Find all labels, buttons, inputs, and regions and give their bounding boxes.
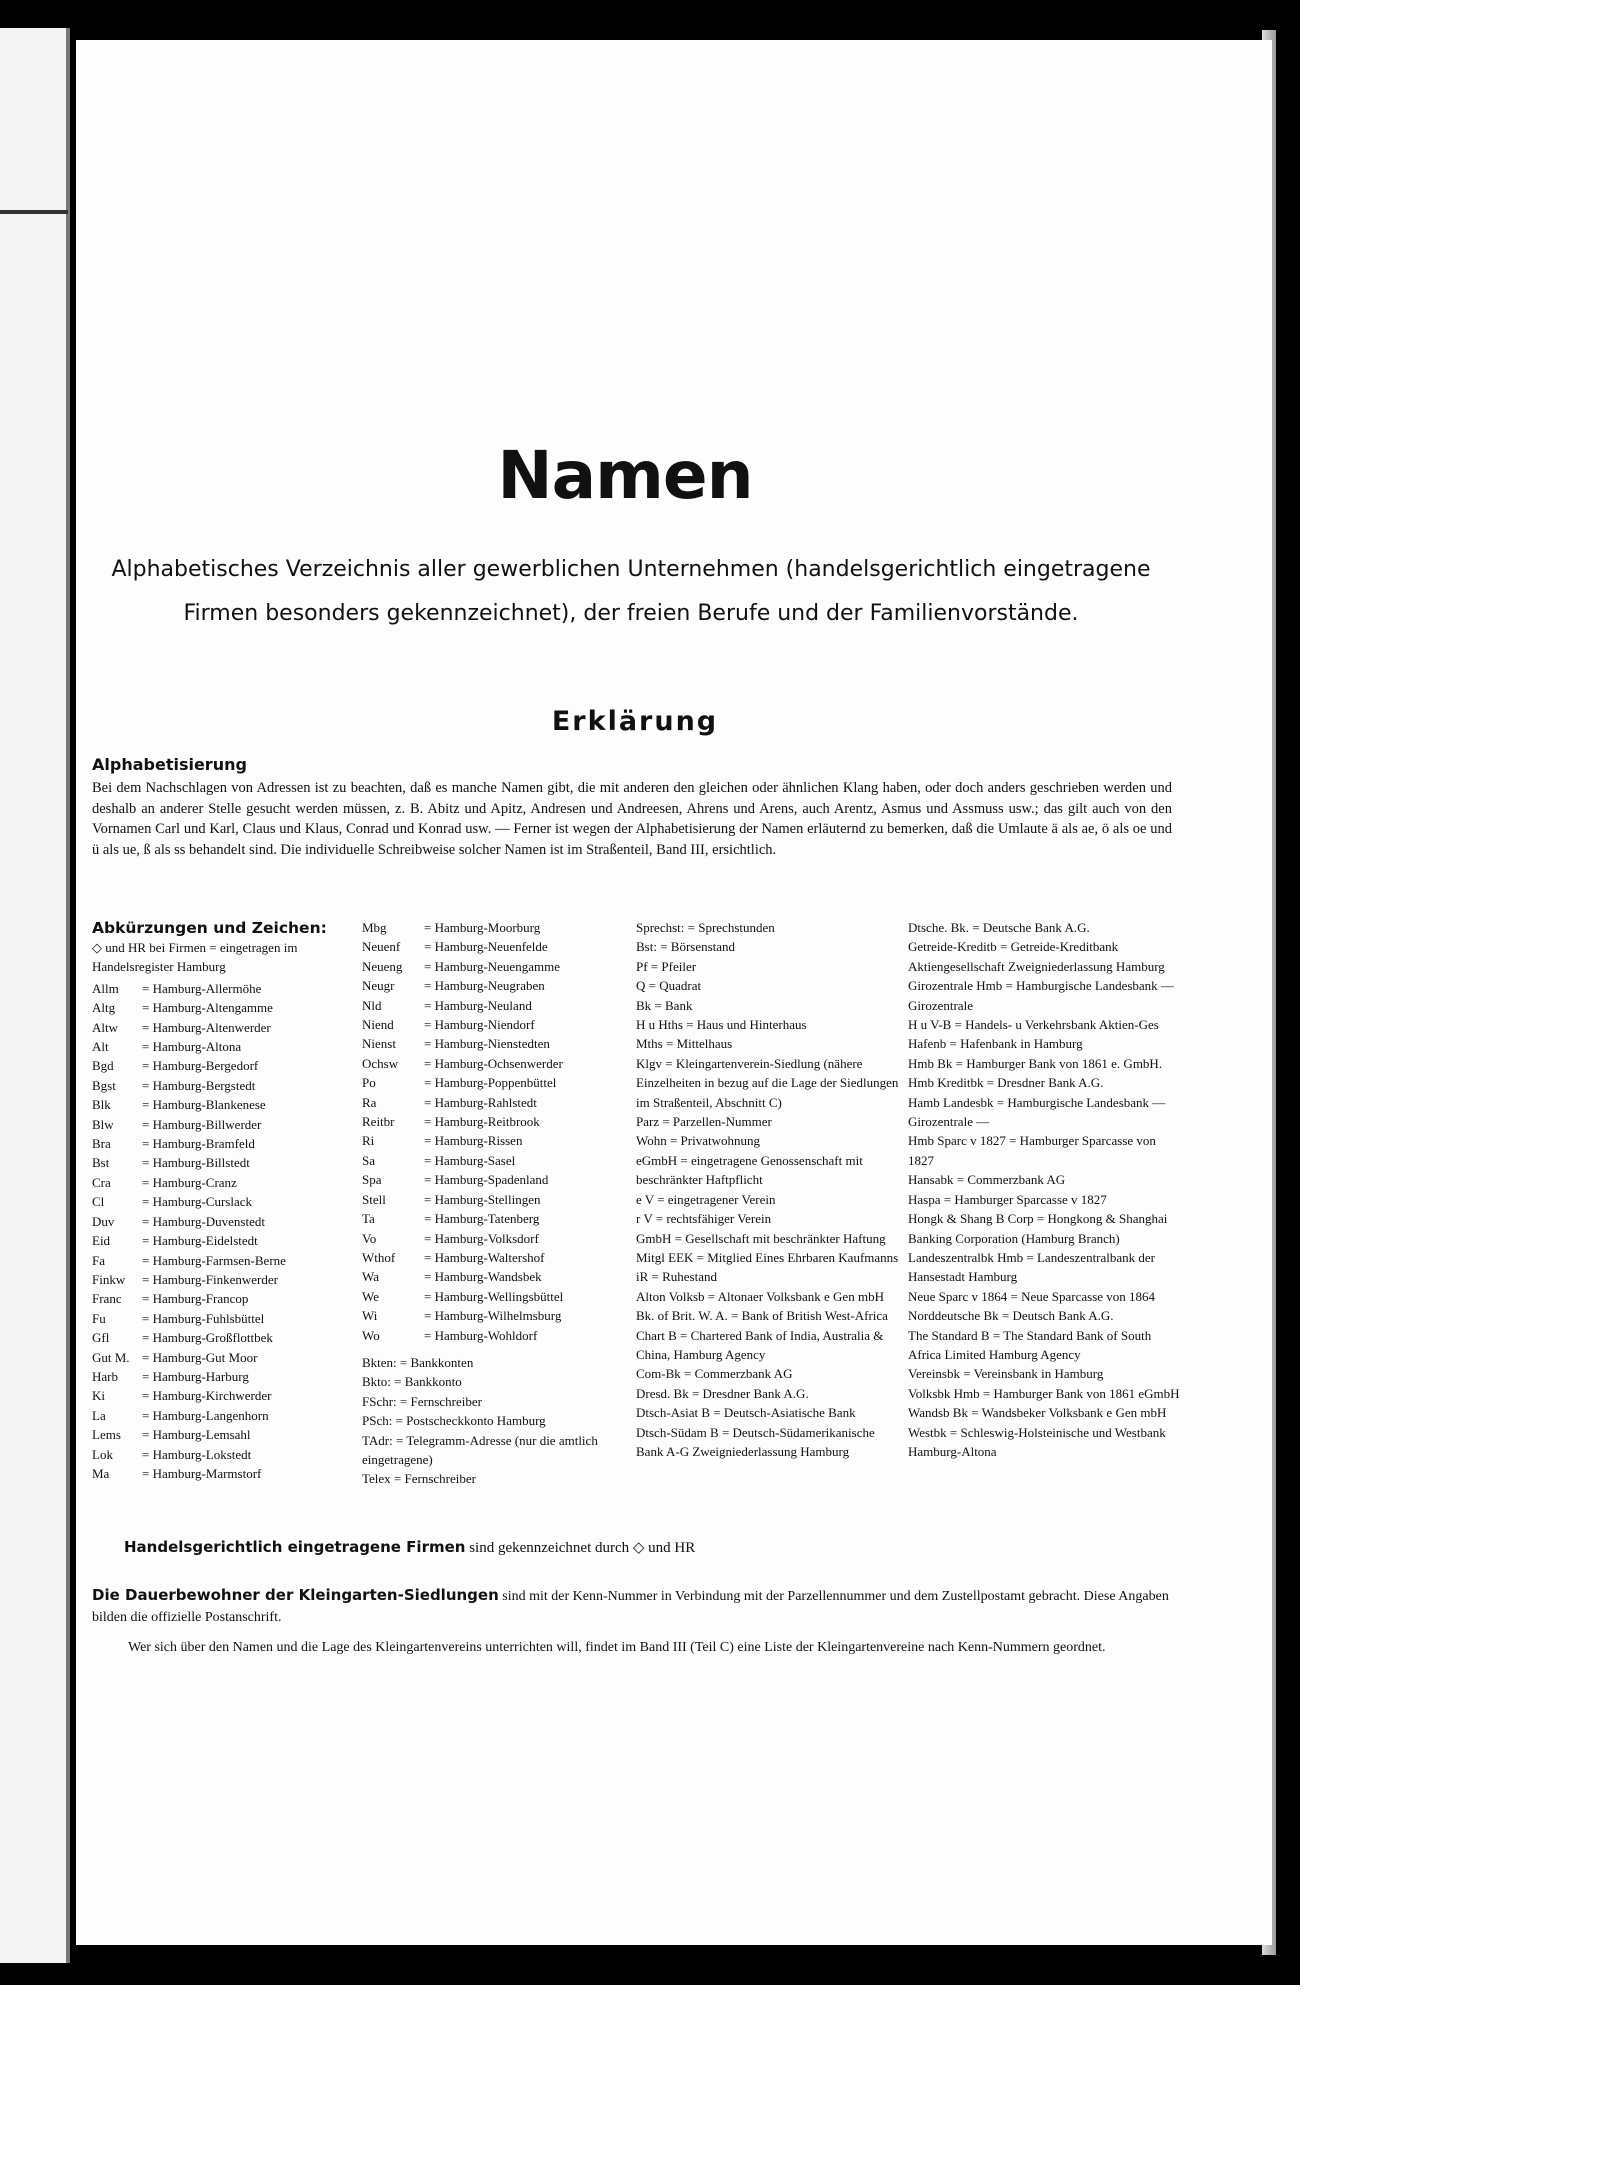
abbrev-entry: Bk = Bank (636, 997, 693, 1013)
abbrev-key: Neugr (362, 978, 395, 994)
abbrev-value: = Hamburg-Poppenbüttel (424, 1075, 557, 1091)
abbrev-row (92, 1309, 352, 1328)
abbrev-value: = Hamburg-Niendorf (424, 1017, 535, 1033)
abbrev-row (362, 1054, 620, 1073)
abbrev-row (92, 1212, 352, 1231)
abbrev-entry: Neue Sparc v 1864 = Neue Sparcasse von 1864 (908, 1288, 1156, 1304)
abbrev-value: = Hamburg-Gut Moor (142, 1349, 258, 1365)
abbrev-key: Ma (92, 1465, 110, 1481)
abbrev-row (92, 1270, 352, 1289)
abbrev-value: = Hamburg-Rahlstedt (424, 1094, 537, 1110)
abbrev-column-1 (92, 918, 352, 1483)
abbrev-entry: Mitgl EEK = Mitglied Eines Ehrbaren Kaufmanns (636, 1249, 899, 1265)
hr-note-bold: Handelsgerichtlich eingetragene Firmen (124, 1538, 466, 1556)
abbrev-value: = Hamburg-Stellingen (424, 1191, 541, 1207)
abbrev-row (92, 1328, 352, 1347)
abbrev-row (92, 1251, 352, 1270)
abbrev-value: = Hamburg-Harburg (142, 1368, 249, 1384)
abbrev-key: Duv (92, 1213, 115, 1229)
page-subtitle: Alphabetisches Verzeichnis aller gewerblichen Unternehmen (handelsgerichtlich eingetragene Firmen besonders gekennzeichnet), der freien Berufe und der Familienvorstände. (111, 557, 1151, 626)
abbrev-entry: Hmb Kreditbk = Dresdner Bank A.G. (908, 1075, 1104, 1091)
abbrev-entry: Hamb Landesbk = Hamburgische Landesbank — Girozentrale — (908, 1094, 1166, 1130)
hr-note-text: sind gekennzeichnet durch ◇ und HR (469, 1540, 696, 1556)
abbrev-value: = Hamburg-Curslack (142, 1194, 252, 1210)
abbrev-entry: FSchr: = Fernschreiber (362, 1393, 482, 1409)
abbrev-value: = Hamburg-Wandsbek (424, 1269, 542, 1285)
abbrev-entry: e V = eingetragener Verein (636, 1191, 776, 1207)
abbrev-value: = Hamburg-Neuland (424, 997, 532, 1013)
abbrev-entry: Dresd. Bk = Dresdner Bank A.G. (636, 1385, 809, 1401)
abbrev-key: Ochsw (362, 1055, 399, 1071)
kleingarten-note: Wer sich über den Namen und die Lage des Kleingartenvereins unterrichten will, findet im Band III (Teil C) eine Liste der Kleingartenvereine nach Kenn-Nummern geordnet. (128, 1640, 1106, 1655)
abbrev-list-4 (908, 918, 1180, 1461)
abbrev-key: Bgd (92, 1058, 114, 1074)
abbrev-entry: Hansabk = Commerzbank AG (908, 1172, 1066, 1188)
abbrev-value: = Hamburg-Cranz (142, 1174, 237, 1190)
abbrev-row (362, 1326, 620, 1345)
abbrev-value: = Hamburg-Volksdorf (424, 1230, 539, 1246)
abbrev-value: = Hamburg-Francop (142, 1291, 249, 1307)
abbrev-value: = Hamburg-Ochsenwerder (424, 1055, 563, 1071)
abbrev-key: Gut M. (92, 1349, 130, 1365)
abbrev-value: = Hamburg-Bergstedt (142, 1077, 256, 1093)
abbrev-key: Spa (362, 1172, 382, 1188)
abbrev-entry: eGmbH = eingetragene Genossenschaft mit beschränkter Haftpflicht (636, 1152, 863, 1188)
abbrev-key: Wo (362, 1327, 380, 1343)
abbrev-value: = Hamburg-Fuhlsbüttel (142, 1310, 265, 1326)
abbrev-value: = Hamburg-Tatenberg (424, 1211, 540, 1227)
abbrev-value: = Hamburg-Lemsahl (142, 1427, 251, 1443)
abbrev-entry: Dtsche. Bk. = Deutsche Bank A.G. (908, 920, 1090, 935)
abbrev-note: ◇ und HR bei Firmen = eingetragen im Handelsregister Hamburg (92, 940, 298, 975)
abbrev-value: = Hamburg-Neuengamme (424, 958, 560, 974)
abbrev-row (92, 1115, 352, 1134)
abbrev-row (92, 1386, 352, 1405)
abbrev-row (362, 957, 620, 976)
abbrev-heading: Abkürzungen und Zeichen: (92, 919, 327, 937)
abbrev-row (92, 1425, 352, 1444)
abbrev-row (92, 1076, 352, 1095)
abbrev-key: Finkw (92, 1271, 126, 1287)
abbrev-key: Reitbr (362, 1114, 395, 1130)
abbrev-value: = Hamburg-Sasel (424, 1152, 516, 1168)
abbrev-key: Gfl (92, 1330, 110, 1346)
section-heading: Erklärung (551, 706, 719, 737)
abbrev-entry: Q = Quadrat (636, 978, 702, 994)
abbrev-key: Nld (362, 997, 382, 1013)
abbrev-key: Bra (92, 1136, 111, 1152)
page-title: Namen (497, 437, 753, 514)
abbrev-row (92, 1173, 352, 1192)
abbrev-entry: Wandsb Bk = Wandsbeker Volksbank e Gen mbH (908, 1405, 1167, 1421)
abbrev-entry: Girozentrale Hmb = Hamburgische Landesbank — Girozentrale (908, 978, 1174, 1013)
abbrev-row (362, 1306, 620, 1325)
abbrev-value: = Hamburg-Billstedt (142, 1155, 250, 1171)
abbrev-row (92, 1231, 352, 1250)
abbrev-row (92, 1018, 352, 1037)
abbrev-key: Cl (92, 1194, 105, 1210)
abbrev-value: = Hamburg-Altona (142, 1039, 242, 1055)
abbrev-list-2 (362, 918, 620, 1345)
abbrev-key: Wthof (362, 1249, 396, 1265)
abbrev-row (362, 1170, 620, 1189)
abbrev-entry: Chart B = Chartered Bank of India, Australia & China, Hamburg Agency (636, 1327, 884, 1362)
abbrev-key: Blk (92, 1097, 111, 1113)
abbrev-column-2 (362, 918, 620, 1489)
alphabetisierung-text: Bei dem Nachschlagen von Adressen ist zu beachten, daß es manche Namen gibt, die mit anderen den gleichen oder ähnlichen Klang haben, oder doch anders geschrieben werden und deshalb an anderer Stelle gesucht werden müssen, z. B. Abitz und Apitz, Andresen und Andreesen, Ahrens und Arens, auch Arentz, Asmus und Assmuss usw.; das gilt auch von den Vornamen Carl und Karl, Claus und Klaus, Conrad und Konrad usw. — Ferner ist wegen der Alphabetisierung der Namen erläuternd zu bemerken, daß die Umlaute ä als ae, ö als oe und ü als ue, ß als ss behandelt sind. Die individuelle Schreibweise solcher Namen ist im Straßenteil, Band III, ersichtlich. (92, 780, 1172, 858)
abbrev-entry: Getreide-Kreditb = Getreide-Kreditbank Aktiengesellschaft Zweigniederlassung Hamburg (908, 939, 1165, 974)
abbrev-key: We (362, 1288, 379, 1304)
abbrev-key: Bgst (92, 1077, 116, 1093)
abbrev-value: = Hamburg-Langenhorn (142, 1407, 269, 1423)
abbrev-key: Nienst (362, 1036, 396, 1052)
abbrev-entry: Dtsch-Asiat B = Deutsch-Asiatische Bank (636, 1405, 856, 1421)
abbrev-entry: Volksbk Hmb = Hamburger Bank von 1861 eGmbH (908, 1385, 1180, 1401)
abbrev-key: Altw (92, 1019, 118, 1035)
abbrev-key: Sa (362, 1152, 375, 1168)
abbrev-value: = Hamburg-Allermöhe (142, 980, 262, 996)
abbrev-value: = Hamburg-Neugraben (424, 978, 545, 994)
abbrev-value: = Hamburg-Marmstorf (142, 1465, 262, 1481)
abbrev-key: Franc (92, 1291, 122, 1307)
abbrev-entry: iR = Ruhestand (636, 1269, 717, 1285)
abbrev-key: Fa (92, 1252, 105, 1268)
abbrev-row (362, 1229, 620, 1248)
abbrev-row (362, 918, 620, 937)
abbrev-key: Wa (362, 1269, 379, 1285)
abbrev-entry: Mths = Mittelhaus (636, 1036, 733, 1052)
previous-page-mark (0, 210, 68, 214)
abbrev-row (362, 1112, 620, 1131)
abbrev-row (92, 1445, 352, 1464)
abbrev-value: = Hamburg-Wohldorf (424, 1327, 538, 1343)
abbrev-entry: PSch: = Postscheckkonto Hamburg (362, 1413, 546, 1429)
abbrev-value: = Hamburg-Bramfeld (142, 1136, 255, 1152)
abbrev-value: = Hamburg-Lokstedt (142, 1446, 252, 1462)
abbrev-row (92, 1464, 352, 1483)
abbrev-entry: Pf = Pfeiler (636, 958, 697, 974)
abbrev-value: = Hamburg-Altengamme (142, 1000, 273, 1016)
abbrev-key: Bst (92, 1155, 110, 1171)
previous-page-strip (0, 28, 68, 1963)
abbrev-row (362, 1073, 620, 1092)
abbrev-list-1 (92, 979, 352, 1484)
abbrev-value: = Hamburg-Wellingsbüttel (424, 1288, 564, 1304)
abbrev-entry: Parz = Parzellen-Nummer (636, 1114, 772, 1130)
abbrev-value: = Hamburg-Farmsen-Berne (142, 1252, 286, 1268)
abbrev-key: Eid (92, 1233, 111, 1249)
abbrev-value: = Hamburg-Neuenfelde (424, 939, 548, 955)
abbrev-key: Harb (92, 1368, 118, 1384)
abbrev-row (92, 1153, 352, 1172)
abbrev-value: = Hamburg-Altenwerder (142, 1019, 271, 1035)
abbrev-entry: H u Hths = Haus und Hinterhaus (636, 1017, 807, 1033)
abbrev-entry: Bk. of Brit. W. A. = Bank of British West-Africa (636, 1308, 888, 1324)
abbrev-row (362, 1209, 620, 1228)
abbrev-key: Cra (92, 1174, 111, 1190)
abbrev-row (362, 976, 620, 995)
abbrev-column-4 (908, 918, 1180, 1461)
abbrev-entry: Vereinsbk = Vereinsbank in Hamburg (908, 1366, 1104, 1382)
abbrev-row (92, 1367, 352, 1386)
abbrev-row (362, 1151, 620, 1170)
abbrev-value: = Hamburg-Eidelstedt (142, 1233, 258, 1249)
abbrev-entry: Hmb Sparc v 1827 = Hamburger Sparcasse von 1827 (908, 1133, 1156, 1168)
abbrev-row (92, 1056, 352, 1075)
abbrev-row (92, 1348, 352, 1367)
abbrev-entry: H u V-B = Handels- u Verkehrsbank Aktien-Ges (908, 1017, 1159, 1033)
abbrev-key: Niend (362, 1017, 394, 1033)
abbrev-key: Neueng (362, 958, 403, 974)
abbrev-list-2b (362, 1353, 620, 1489)
abbrev-value: = Hamburg-Finkenwerder (142, 1271, 278, 1287)
abbrev-value: = Hamburg-Bergedorf (142, 1058, 259, 1074)
abbrev-entry: Klgv = Kleingartenverein-Siedlung (nähere Einzelheiten in bezug auf die Lage der Siedlungen im Straßenteil, Abschnitt C) (636, 1055, 899, 1110)
abbrev-value: = Hamburg-Waltershof (424, 1249, 545, 1265)
dauerbewohner-bold: Die Dauerbewohner der Kleingarten-Siedlungen (92, 1586, 499, 1604)
abbrev-value: = Hamburg-Wilhelmsburg (424, 1308, 562, 1324)
abbrev-key: Ta (362, 1211, 375, 1227)
abbrev-row (362, 937, 620, 956)
abbrev-key: Allm (92, 980, 119, 996)
abbrev-key: La (92, 1407, 106, 1423)
abbrev-entry: TAdr: = Telegramm-Adresse (nur die amtlich eingetragene) (362, 1432, 598, 1467)
abbrev-entry: Hongk & Shang B Corp = Hongkong & Shanghai Banking Corporation (Hamburg Branch) (908, 1211, 1168, 1246)
abbrev-row (92, 1095, 352, 1114)
abbrev-value: = Hamburg-Moorburg (424, 920, 541, 935)
abbrev-row (92, 1192, 352, 1211)
abbrev-value: = Hamburg-Blankenese (142, 1097, 266, 1113)
abbrev-entry: GmbH = Gesellschaft mit beschränkter Haftung (636, 1230, 886, 1246)
abbrev-entry: Landeszentralbk Hmb = Landeszentralbank der Hansestadt Hamburg (908, 1249, 1156, 1285)
abbrev-key: Wi (362, 1308, 378, 1324)
abbrev-row (92, 979, 352, 998)
abbrev-entry: Haspa = Hamburger Sparcasse v 1827 (908, 1191, 1107, 1207)
abbrev-row (92, 1406, 352, 1425)
abbrev-entry: Sprechst: = Sprechstunden (636, 920, 775, 935)
abbrev-key: Altg (92, 1000, 116, 1016)
abbrev-row (92, 1134, 352, 1153)
abbrev-entry: Westbk = Schleswig-Holsteinische und Westbank Hamburg-Altona (908, 1424, 1166, 1459)
dauerbewohner-text: sind mit der Kenn-Nummer in Verbindung mit der Parzellennummer und dem Zustellpostamt gebracht. Diese Angaben bilden die offizielle Postanschrift. (92, 1589, 1169, 1625)
abbrev-entry: r V = rechtsfähiger Verein (636, 1211, 772, 1227)
abbrev-value: = Hamburg-Reitbrook (424, 1114, 540, 1130)
abbrev-key: Stell (362, 1191, 386, 1207)
abbrev-key: Alt (92, 1039, 109, 1055)
abbrev-key: Lok (92, 1446, 113, 1462)
abbrev-entry: Alton Volksb = Altonaer Volksbank e Gen mbH (636, 1288, 884, 1304)
abbrev-key: Mbg (362, 920, 387, 935)
abbrev-entry: Dtsch-Südam B = Deutsch-Südamerikanische Bank A-G Zweigniederlassung Hamburg (636, 1424, 875, 1459)
abbrev-row (362, 1093, 620, 1112)
abbrev-row (362, 1190, 620, 1209)
abbrev-row (92, 1037, 352, 1056)
abbrev-value: = Hamburg-Spadenland (424, 1172, 549, 1188)
abbrev-row (92, 998, 352, 1017)
abbrev-value: = Hamburg-Nienstedten (424, 1036, 550, 1052)
abbrev-entry: Com-Bk = Commerzbank AG (636, 1366, 793, 1382)
abbrev-key: Fu (92, 1310, 106, 1326)
abbrev-row (362, 1267, 620, 1286)
abbrev-list-3 (636, 918, 902, 1461)
abbrev-row (362, 1248, 620, 1267)
abbrev-entry: Bst: = Börsenstand (636, 939, 736, 955)
abbrev-value: = Hamburg-Duvenstedt (142, 1213, 265, 1229)
alphabetisierung-heading: Alphabetisierung (92, 755, 247, 774)
abbrev-entry: Hmb Bk = Hamburger Bank von 1861 e. GmbH. (908, 1055, 1163, 1071)
abbrev-key: Ri (362, 1133, 375, 1149)
abbrev-value: = Hamburg-Großflottbek (142, 1330, 273, 1346)
abbrev-key: Blw (92, 1116, 114, 1132)
previous-page-edge (66, 28, 70, 1963)
abbrev-row (362, 996, 620, 1015)
abbrev-entry: Wohn = Privatwohnung (636, 1133, 761, 1149)
abbrev-entry: Bkto: = Bankkonto (362, 1374, 462, 1390)
abbrev-row (362, 1015, 620, 1034)
abbrev-row (92, 1289, 352, 1308)
abbrev-entry: Norddeutsche Bk = Deutsch Bank A.G. (908, 1308, 1114, 1324)
abbrev-entry: Hafenb = Hafenbank in Hamburg (908, 1036, 1083, 1052)
abbrev-key: Neuenf (362, 939, 401, 955)
abbrev-key: Po (362, 1075, 376, 1091)
abbrev-column-3 (636, 918, 902, 1461)
abbrev-row (362, 1034, 620, 1053)
abbrev-row (362, 1131, 620, 1150)
abbrev-entry: Telex = Fernschreiber (362, 1471, 476, 1487)
abbrev-row (362, 1287, 620, 1306)
abbrev-key: Ki (92, 1388, 105, 1404)
abbrev-value: = Hamburg-Rissen (424, 1133, 523, 1149)
abbrev-key: Lems (92, 1427, 121, 1443)
abbrev-entry: The Standard B = The Standard Bank of South Africa Limited Hamburg Agency (908, 1327, 1152, 1362)
abbrev-value: = Hamburg-Billwerder (142, 1116, 262, 1132)
abbrev-entry: Bkten: = Bankkonten (362, 1354, 474, 1370)
abbrev-key: Vo (362, 1230, 377, 1246)
hr-note (124, 1538, 695, 1557)
dauerbewohner-note (92, 1585, 1172, 1628)
abbrev-value: = Hamburg-Kirchwerder (142, 1388, 272, 1404)
abbrev-key: Ra (362, 1094, 377, 1110)
